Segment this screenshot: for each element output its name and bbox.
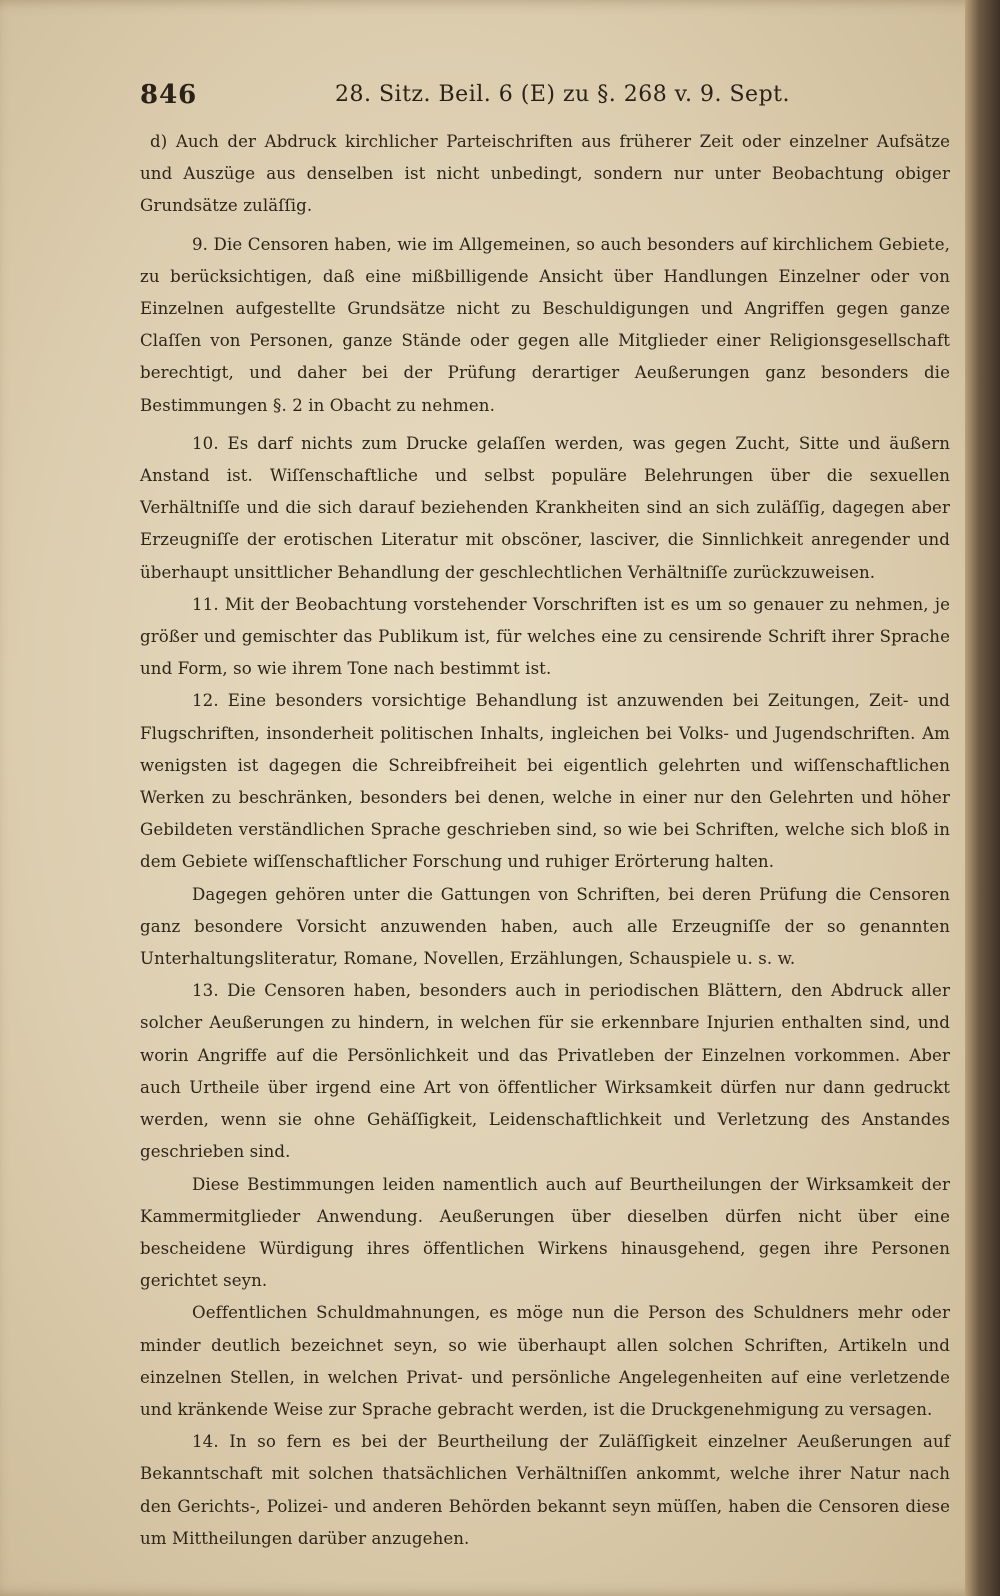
paragraph-11: 11. Mit der Beobachtung vorstehender Vorschriften ist es um so genauer zu nehmen, je größer und gemischter das Publikum ist, für welches eine zu censirende Schrift ihrer Sprache und Form, so wie ihrem Tone nach bestimmt ist. <box>140 594 950 679</box>
book-edge-shadow <box>965 0 1000 1596</box>
page-header <box>140 80 950 120</box>
body-text <box>140 126 950 1555</box>
paragraph-14: 14. In so fern es bei der Beurtheilung der Zuläſſigkeit einzelner Aeußerungen auf Bekanntschaft mit solchen thatsächlichen Verhältniſſen ankommt, welche ihrer Natur nach den Gerichts-, Polizei- und anderen Behörden bekannt seyn müſſen, haben die Censoren diese um Mittheilungen darüber anzugehen. <box>140 1432 950 1548</box>
paragraph-9: 9. Die Censoren haben, wie im Allgemeinen, so auch besonders auf kirchlichem Gebiete, zu berücksichtigen, daß eine mißbilligende Ansicht über Handlungen Einzelner oder von Einzelnen aufgestellte Grundsätze nicht zu Beschuldigungen und Angriffen gegen ganze Claſſen von Personen, ganze Stände oder gegen alle Mitglieder einer Religionsgesellschaft berechtigt, und daher bei der Prüfung derartiger Aeußerungen ganz besonders die Bestimmungen §. 2 in Obacht zu nehmen. <box>140 234 950 415</box>
paragraph-13: 13. Die Censoren haben, besonders auch in periodischen Blättern, den Abdruck aller solcher Aeußerungen zu hindern, in welchen für sie erkennbare Injurien enthalten sind, und worin Angriffe auf die Persönlichkeit und das Privatleben der Einzelnen vorkommen. Aber auch Urtheile über irgend eine Art von öffentlicher Wirksamkeit dürfen nur dann gedruckt werden, wenn sie ohne Gehäſſigkeit, Leidenschaftlichkeit und Verletzung des Anstandes geschrieben sind. <box>140 981 950 1162</box>
paragraph-13-kammer: Diese Bestimmungen leiden namentlich auch auf Beurtheilungen der Wirksamkeit der Kammermitglieder Anwendung. Aeußerungen über dieselben dürfen nicht über eine bescheidene Würdigung ihres öffentlichen Wirkens hinausgehend, gegen ihre Personen gerichtet seyn. <box>140 1174 950 1291</box>
paragraph-12-continued: Dagegen gehören unter die Gattungen von Schriften, bei deren Prüfung die Censoren ganz besondere Vorsicht anzuwenden haben, auch alle Erzeugniſſe der so genannten Unterhaltungsliteratur, Romane, Novellen, Erzählungen, Schauspiele u. s. w. <box>140 884 950 969</box>
running-title: 28. Sitz. Beil. 6 (E) zu §. 268 v. 9. Sept. <box>335 82 790 107</box>
paragraph-13-schuldmahnungen: Oeffentlichen Schuldmahnungen, es möge nun die Person des Schuldners mehr oder minder deutlich bezeichnet seyn, so wie überhaupt allen solchen Schriften, Artikeln und einzelnen Stellen, in welchen Privat- und persönliche Angelegenheiten auf eine verletzende und kränkende Weise zur Sprache gebracht werden, ist die Druckgenehmigung zu versagen. <box>140 1303 950 1419</box>
page-number: 846 <box>140 80 198 110</box>
paragraph-d: d) Auch der Abdruck kirchlicher Parteischriften aus früherer Zeit oder einzelner Aufsätze und Auszüge aus denselben ist nicht unbedingt, sondern nur unter Beobachtung obiger Grundsätze zuläſſig. <box>140 132 950 216</box>
paragraph-10: 10. Es darf nichts zum Drucke gelaſſen werden, was gegen Zucht, Sitte und äußern Anstand ist. Wiſſenschaftliche und selbst populäre Belehrungen über die sexuellen Verhältniſſe und die sich darauf beziehenden Krankheiten sind an sich zuläſſig, dagegen aber Erzeugniſſe der erotischen Literatur mit obscöner, lasciver, die Sinnlichkeit anregender und überhaupt unsittlicher Behandlung der geschlechtlichen Verhältniſſe zurückzuweisen. <box>140 433 950 582</box>
paragraph-12: 12. Eine besonders vorsichtige Behandlung ist anzuwenden bei Zeitungen, Zeit- und Flugschriften, insonderheit politischen Inhalts, ingleichen bei Volks- und Jugendschriften. Am wenigsten ist dagegen die Schreibfreiheit bei eigentlich gelehrten und wiſſenschaftlichen Werken zu beschränken, besonders bei denen, welche in einer nur den Gelehrten und höher Gebildeten verständlichen Sprache geschrieben sind, so wie bei Schriften, welche sich bloß in dem Gebiete wiſſenschaftlicher Forschung und ruhiger Erörterung halten. <box>140 691 950 872</box>
